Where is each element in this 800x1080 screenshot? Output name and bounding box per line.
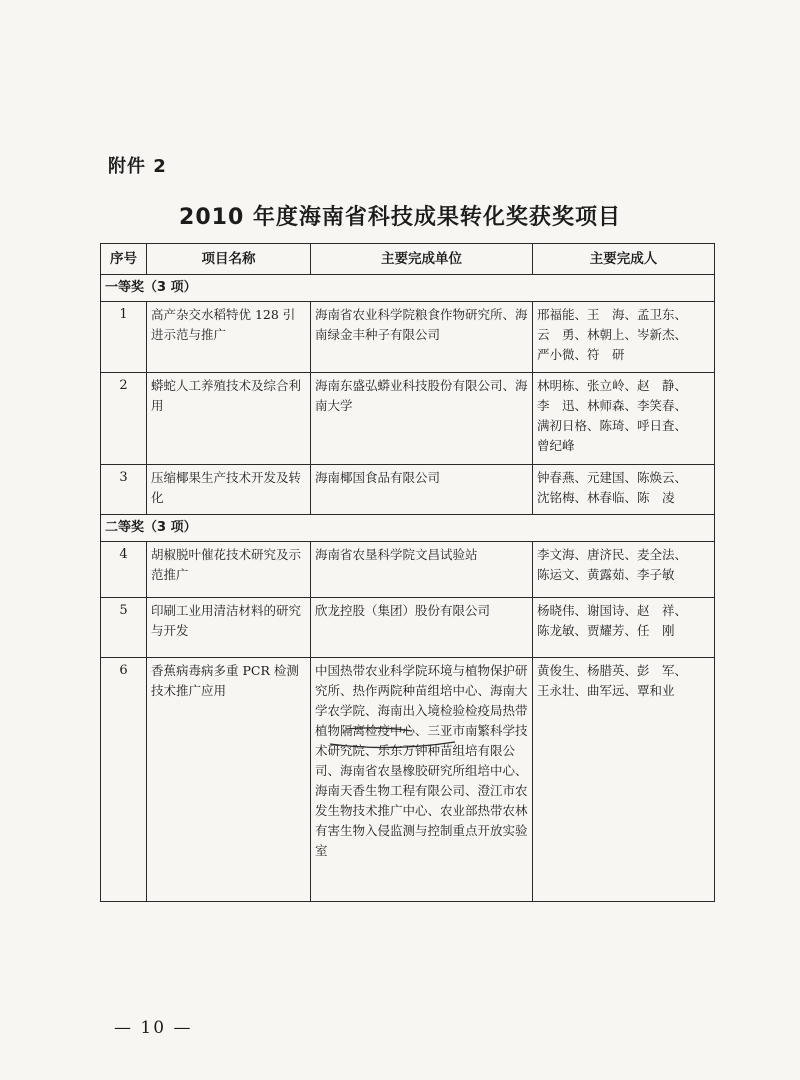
row-unit: 海南省农垦科学院文昌试验站 xyxy=(311,542,533,598)
table-row xyxy=(101,542,715,598)
awards-table xyxy=(100,243,715,902)
row-people xyxy=(533,373,715,465)
person-line: 邢福能、王 海、孟卫东、 xyxy=(537,307,688,322)
person-line: 李 迅、林师森、李笑春、 xyxy=(537,398,688,413)
row-project-name: 印刷工业用清洁材料的研究与开发 xyxy=(147,598,311,658)
page-number: — 10 — xyxy=(114,1018,193,1038)
person-line: 陈运文、黄露茹、李子敏 xyxy=(537,567,675,582)
row-people xyxy=(533,302,715,373)
header-unit: 主要完成单位 xyxy=(311,244,533,275)
grade-row-first xyxy=(101,275,715,302)
header-people: 主要完成人 xyxy=(533,244,715,275)
person-line: 陈龙敏、贾耀芳、任 刚 xyxy=(537,623,675,638)
row-project-name: 高产杂交水稻特优 128 引进示范与推广 xyxy=(147,302,311,373)
person-line: 林明栋、张立岭、赵 静、 xyxy=(537,378,688,393)
person-line: 曾纪峰 xyxy=(537,438,575,453)
row-project-name: 胡椒脱叶催花技术研究及示范推广 xyxy=(147,542,311,598)
grade-label: 二等奖（3 项） xyxy=(101,515,715,542)
table-row xyxy=(101,658,715,902)
row-index: 4 xyxy=(101,542,147,598)
table-row xyxy=(101,465,715,515)
person-line: 李文海、唐济民、麦全法、 xyxy=(537,547,688,562)
header-project-name: 项目名称 xyxy=(147,244,311,275)
row-index: 5 xyxy=(101,598,147,658)
row-people xyxy=(533,658,715,902)
row-unit: 海南省农业科学院粮食作物研究所、海南绿金丰种子有限公司 xyxy=(311,302,533,373)
row-unit: 海南东盛弘蟒业科技股份有限公司、海南大学 xyxy=(311,373,533,465)
person-line: 满初日格、陈琦、呼日査、 xyxy=(537,418,688,433)
person-line: 沈铭梅、林春临、陈 凌 xyxy=(537,490,675,505)
person-line: 钟春燕、元建国、陈焕云、 xyxy=(537,470,688,485)
table-row xyxy=(101,373,715,465)
row-index: 3 xyxy=(101,465,147,515)
row-project-name: 香蕉病毒病多重 PCR 检测技术推广应用 xyxy=(147,658,311,902)
row-people xyxy=(533,598,715,658)
row-index: 6 xyxy=(101,658,147,902)
person-line: 杨晓伟、谢国诗、赵 祥、 xyxy=(537,603,688,618)
page-title: 2010 年度海南省科技成果转化奖获奖项目 xyxy=(179,205,621,230)
row-index: 1 xyxy=(101,302,147,373)
person-line: 王永壮、曲军远、覃和业 xyxy=(537,683,675,698)
person-line: 严小微、符 研 xyxy=(537,347,625,362)
row-people xyxy=(533,542,715,598)
grade-label: 一等奖（3 项） xyxy=(101,275,715,302)
row-people xyxy=(533,465,715,515)
row-project-name: 压缩椰果生产技术开发及转化 xyxy=(147,465,311,515)
attachment-label: 附件 2 xyxy=(108,156,167,177)
row-unit: 中国热带农业科学院环境与植物保护研究所、热作两院种苗组培中心、海南大学农学院、海南出入境检验检疫局热带植物隔离检疫中心、三亚市南繁科学技术研究院、乐东万钟种苗组培有限公司、海南省农垦橡胶研究所组培中心、海南天香生物工程有限公司、澄江市农发生物技术推广中心、农业部热带农林有害生物入侵监测与控制重点开放实验室 xyxy=(311,658,533,902)
person-line: 云 勇、林朝上、岑新杰、 xyxy=(537,327,688,342)
table-header-row xyxy=(101,244,715,275)
grade-row-second xyxy=(101,515,715,542)
row-index: 2 xyxy=(101,373,147,465)
table-row xyxy=(101,598,715,658)
row-unit: 欣龙控股（集团）股份有限公司 xyxy=(311,598,533,658)
row-unit: 海南椰国食品有限公司 xyxy=(311,465,533,515)
person-line: 黄俊生、杨腊英、彭 军、 xyxy=(537,663,688,678)
header-index: 序号 xyxy=(101,244,147,275)
row-project-name: 蟒蛇人工养殖技术及综合利用 xyxy=(147,373,311,465)
table-row xyxy=(101,302,715,373)
